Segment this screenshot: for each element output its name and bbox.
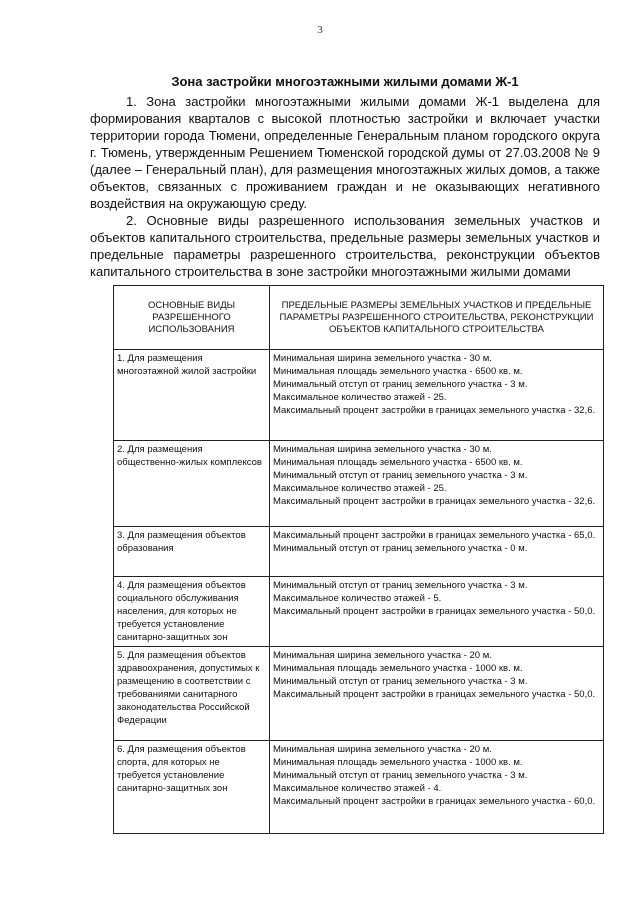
param-line: Минимальная ширина земельного участка - 30 м. xyxy=(273,444,492,455)
paragraph-1: 1. Зона застройки многоэтажными жилыми домами Ж-1 выделена для формирования кварталов с высокой плотностью застройки и включает участки территории города Тюмени, определенные Генеральным планом городского округа г. Тюмень, утвержденным Решением Тюменской городской думы от 27.03.2008 № 9 (далее – Генеральный план), для размещения многоэтажных жилых домов, а также объектов, связанных с проживанием граждан и не оказывающих негативного воздействия на окружающую среду. xyxy=(90,94,600,211)
header-limits: ПРЕДЕЛЬНЫЕ РАЗМЕРЫ ЗЕМЕЛЬНЫХ УЧАСТКОВ И ПРЕДЕЛЬНЫЕ ПАРАМЕТРЫ РАЗРЕШЕННОГО СТРОИТЕЛЬСТВА, РЕКОНСТРУКЦИИ ОБЪЕКТОВ КАПИТАЛЬНОГО СТРОИТЕЛЬСТВА xyxy=(270,286,604,350)
param-line: Минимальная ширина земельного участка - 20 м. xyxy=(273,650,492,661)
use-cell: 2. Для размещения общественно-жилых комплексов xyxy=(114,441,270,527)
param-line: Минимальная площадь земельного участка - 1000 кв. м. xyxy=(273,757,523,768)
table-row xyxy=(114,741,604,834)
params-cell xyxy=(270,647,604,741)
param-line: Максимальный процент застройки в границах земельного участка - 50,0. xyxy=(273,606,596,617)
table-row xyxy=(114,577,604,647)
param-line: Минимальный отступ от границ земельного участка - 3 м. xyxy=(273,470,528,481)
param-line: Максимальное количество этажей - 25. xyxy=(273,392,447,403)
param-line: Минимальный отступ от границ земельного участка - 0 м. xyxy=(273,543,528,554)
use-cell: 1. Для размещения многоэтажной жилой застройки xyxy=(114,350,270,441)
param-line: Максимальное количество этажей - 4. xyxy=(273,783,442,794)
use-cell: 6. Для размещения объектов спорта, для которых не требуется установление санитарно-защитных зон xyxy=(114,741,270,834)
table-row xyxy=(114,527,604,577)
param-line: Максимальный процент застройки в границах земельного участка - 65,0. xyxy=(273,530,596,541)
param-line: Максимальный процент застройки в границах земельного участка - 32,6. xyxy=(273,405,596,416)
param-line: Минимальная площадь земельного участка - 6500 кв. м. xyxy=(273,457,523,468)
param-line: Минимальный отступ от границ земельного участка - 3 м. xyxy=(273,770,528,781)
param-line: Минимальный отступ от границ земельного участка - 3 м. xyxy=(273,379,528,390)
param-line: Максимальный процент застройки в границах земельного участка - 50,0. xyxy=(273,689,596,700)
use-cell: 5. Для размещения объектов здравоохранения, допустимых к размещению в соответствии с требованиями санитарного законодательства Российской Федерации xyxy=(114,647,270,741)
params-cell xyxy=(270,441,604,527)
param-line: Минимальная площадь земельного участка - 6500 кв. м. xyxy=(273,366,523,377)
table-row xyxy=(114,441,604,527)
page-number: 3 xyxy=(317,24,323,36)
section-heading: Зона застройки многоэтажными жилыми домами Ж-1 xyxy=(171,74,519,89)
table-row xyxy=(114,350,604,441)
header-permitted-use: ОСНОВНЫЕ ВИДЫ РАЗРЕШЕННОГО ИСПОЛЬЗОВАНИЯ xyxy=(114,286,270,350)
param-line: Минимальная площадь земельного участка - 1000 кв. м. xyxy=(273,663,523,674)
param-line: Максимальное количество этажей - 25. xyxy=(273,483,447,494)
paragraph-2: 2. Основные виды разрешенного использования земельных участков и объектов капитального строительства, предельные размеры земельных участков и предельные параметры разрешенного строительства, реконструкции объектов капитального строительства в зоне застройки многоэтажными жилыми домами xyxy=(90,213,600,279)
params-cell xyxy=(270,527,604,577)
param-line: Минимальный отступ от границ земельного участка - 3 м. xyxy=(273,676,528,687)
param-line: Максимальный процент застройки в границах земельного участка - 32,6. xyxy=(273,496,596,507)
zoning-table xyxy=(113,285,604,834)
param-line: Минимальная ширина земельного участка - 20 м. xyxy=(273,744,492,755)
param-line: Максимальное количество этажей - 5. xyxy=(273,593,442,604)
param-line: Минимальная ширина земельного участка - 30 м. xyxy=(273,353,492,364)
params-cell xyxy=(270,741,604,834)
use-cell: 4. Для размещения объектов социального обслуживания населения, для которых не требуется установление санитарно-защитных зон xyxy=(114,577,270,647)
param-line: Максимальный процент застройки в границах земельного участка - 60,0. xyxy=(273,796,596,807)
param-line: Минимальный отступ от границ земельного участка - 3 м. xyxy=(273,580,528,591)
params-cell xyxy=(270,350,604,441)
table-header-row xyxy=(114,286,604,350)
table-row xyxy=(114,647,604,741)
params-cell xyxy=(270,577,604,647)
use-cell: 3. Для размещения объектов образования xyxy=(114,527,270,577)
